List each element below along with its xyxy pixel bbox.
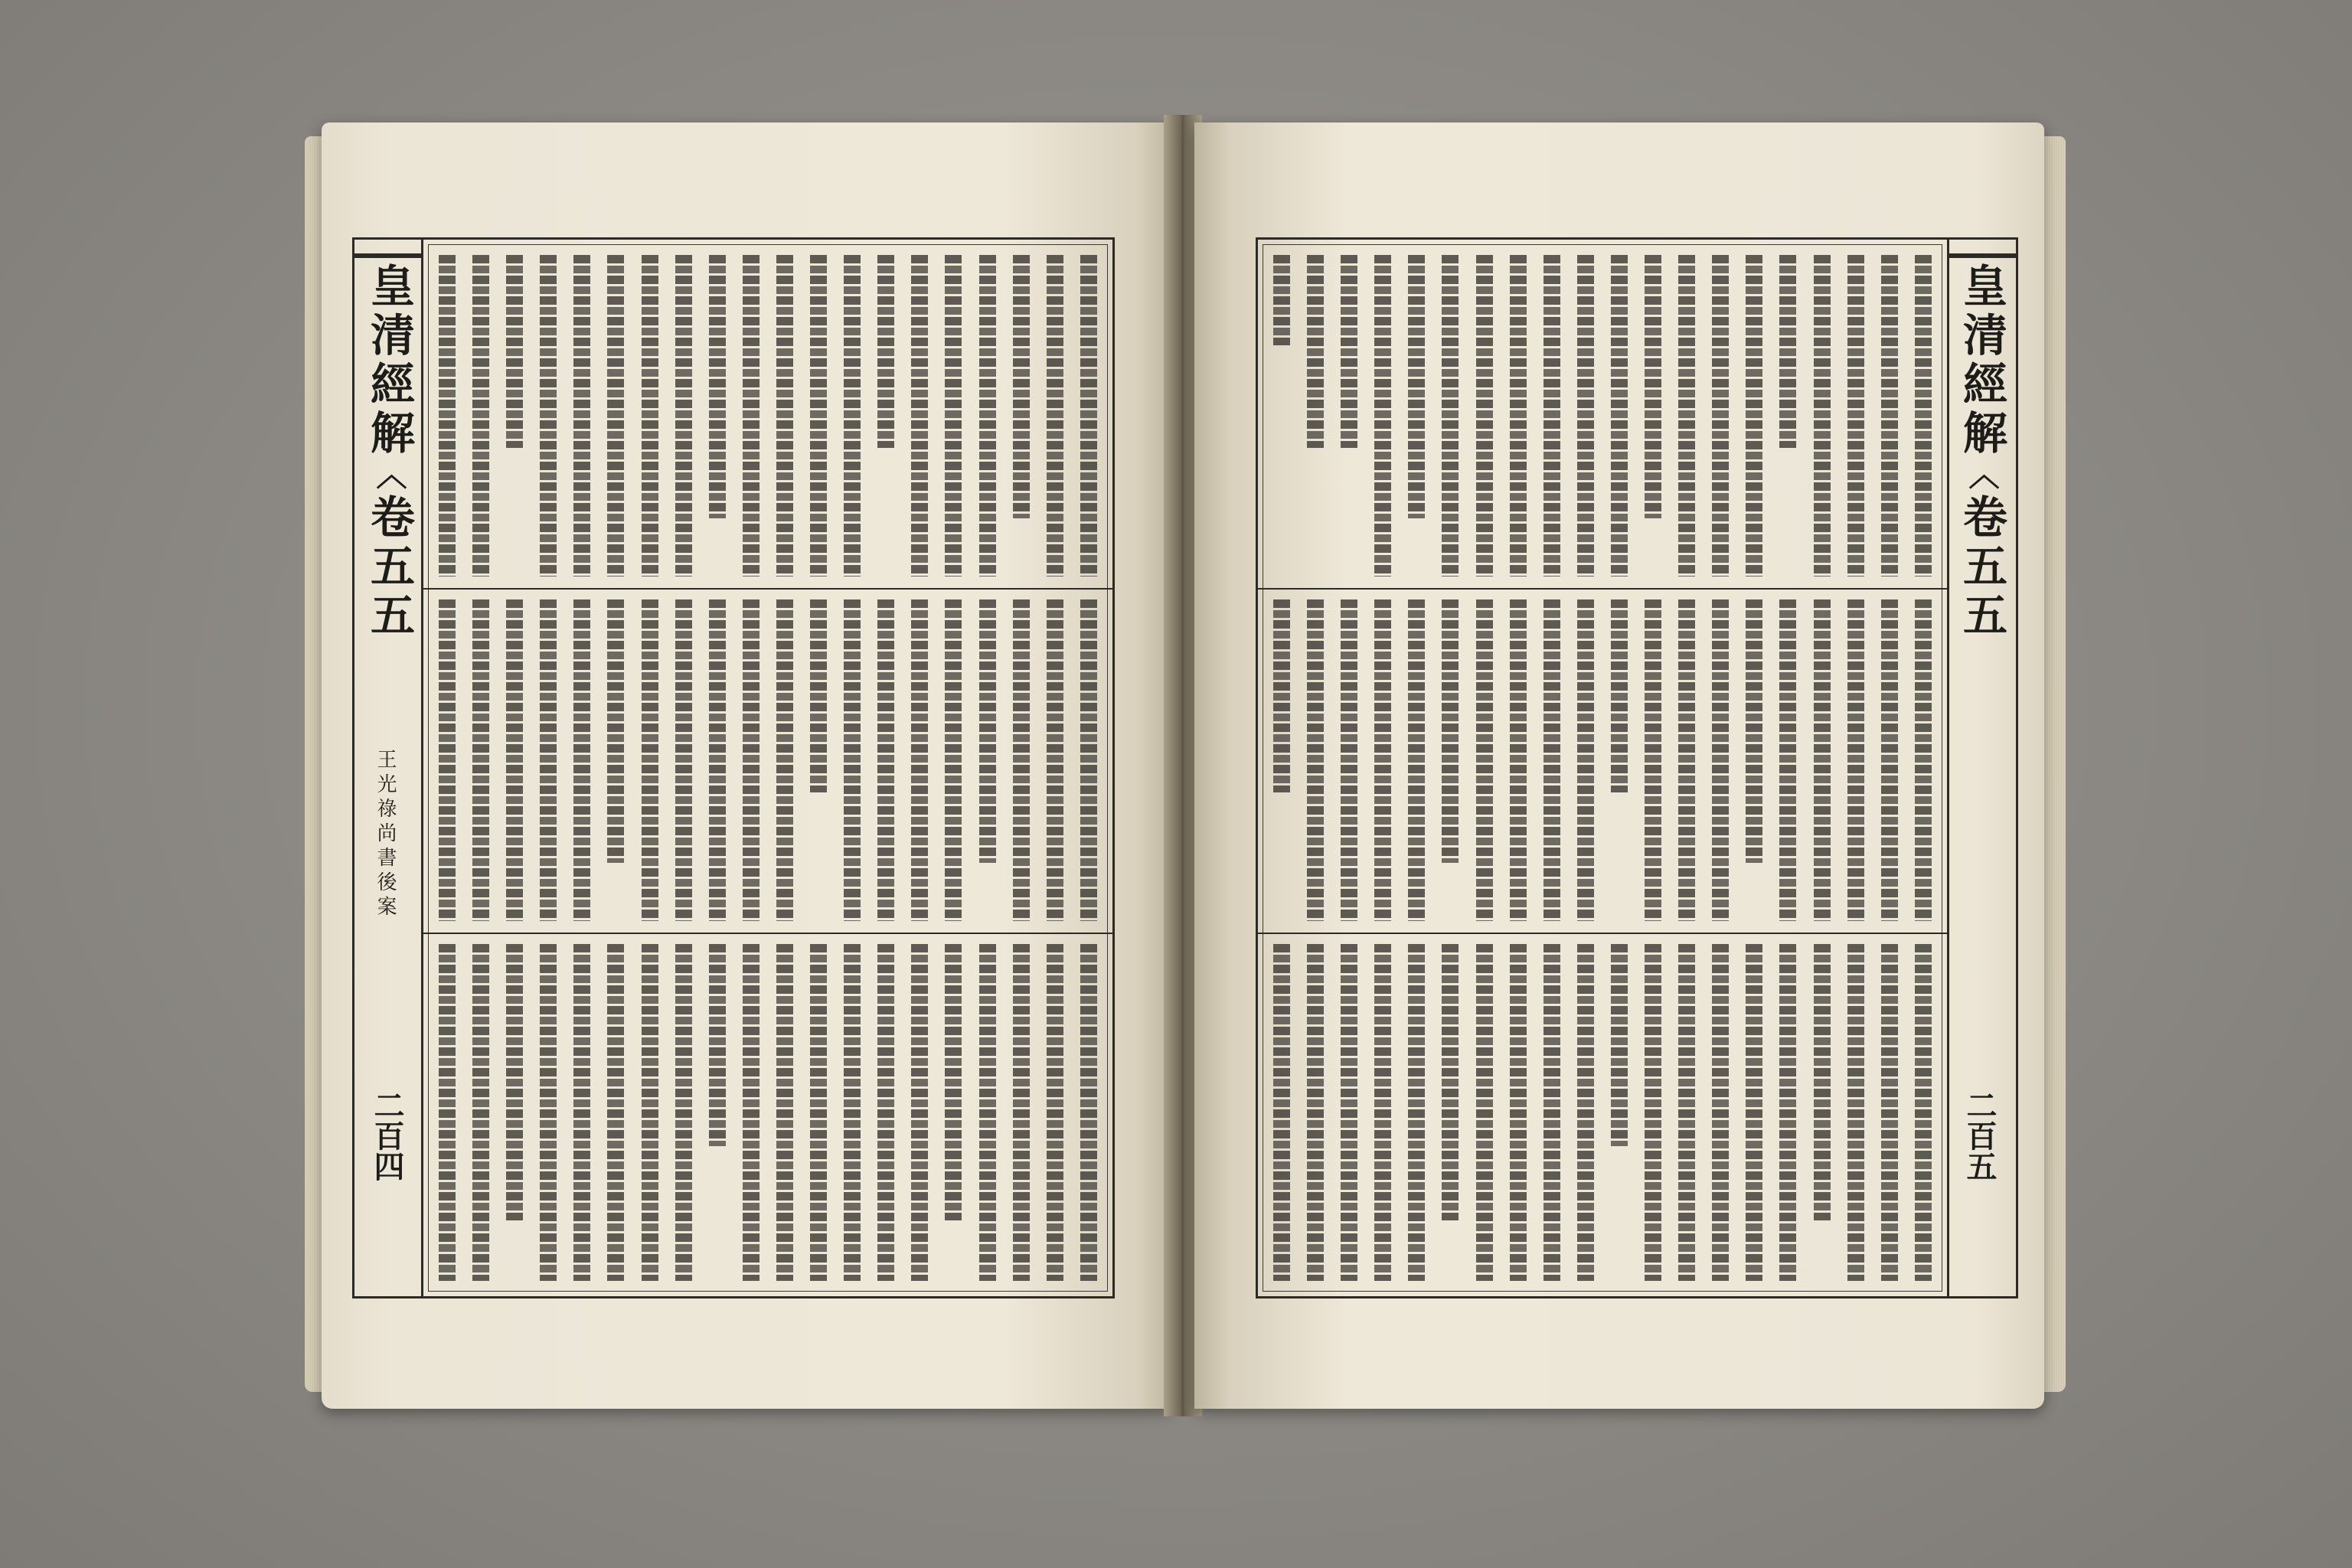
left-title-separator: 〈 xyxy=(371,459,407,494)
text-column xyxy=(642,599,658,921)
text-column xyxy=(1442,255,1459,577)
text-column xyxy=(1013,255,1030,518)
text-column xyxy=(1476,944,1493,1281)
text-column xyxy=(1881,255,1898,577)
text-column xyxy=(776,944,793,1281)
left-volume-number: 卷五五 xyxy=(363,494,415,641)
text-column xyxy=(1779,599,1796,921)
right-text-frame xyxy=(1256,237,1949,1298)
text-column xyxy=(945,255,962,577)
text-column xyxy=(1678,599,1695,921)
text-column xyxy=(1712,599,1729,921)
text-column xyxy=(1341,599,1357,921)
text-column xyxy=(1577,599,1594,921)
tier-divider xyxy=(423,933,1112,934)
text-column xyxy=(979,944,996,1281)
left-lower-columns xyxy=(439,944,1097,1281)
text-column xyxy=(1712,944,1729,1281)
text-column xyxy=(1476,599,1493,921)
text-column xyxy=(439,255,456,577)
text-column xyxy=(1013,944,1030,1281)
text-column xyxy=(1577,944,1594,1281)
text-column xyxy=(1544,255,1560,577)
text-column xyxy=(1510,255,1527,577)
text-column xyxy=(607,255,624,577)
text-column xyxy=(776,599,793,921)
text-column xyxy=(506,599,523,921)
text-column xyxy=(439,599,456,921)
text-column xyxy=(642,255,658,577)
right-title-separator: 〈 xyxy=(1964,459,2000,494)
text-column xyxy=(945,599,962,921)
text-column xyxy=(1814,599,1831,921)
right-page xyxy=(1194,122,2044,1409)
right-tier-upper xyxy=(1266,247,1939,584)
text-column xyxy=(709,599,726,921)
text-column xyxy=(1847,944,1864,1281)
text-column xyxy=(911,599,928,921)
text-column xyxy=(573,599,590,921)
text-column xyxy=(743,255,760,577)
fish-tail-mark xyxy=(354,253,423,258)
text-column xyxy=(1307,944,1324,1281)
text-column xyxy=(675,944,692,1281)
text-column xyxy=(1779,944,1796,1281)
text-column xyxy=(1273,255,1290,345)
right-folio-number: 二百五 xyxy=(1962,1089,1998,1181)
left-tier-middle xyxy=(431,592,1105,929)
tier-divider xyxy=(423,588,1112,590)
text-column xyxy=(1712,255,1729,577)
text-column xyxy=(1544,944,1560,1281)
right-title-text: 皇清經解 xyxy=(1955,263,2007,459)
text-column xyxy=(1611,255,1628,577)
text-column xyxy=(1307,599,1324,921)
text-column xyxy=(439,944,456,1281)
text-column xyxy=(1047,944,1063,1281)
text-column xyxy=(1408,944,1425,1281)
text-column xyxy=(1013,599,1030,921)
text-column xyxy=(1273,944,1290,1281)
left-page-margin-column xyxy=(352,237,423,1298)
tier-divider xyxy=(1258,588,1947,590)
tier-divider xyxy=(1258,933,1947,934)
text-column xyxy=(472,255,489,577)
text-column xyxy=(709,944,726,1146)
text-column xyxy=(472,944,489,1281)
text-column xyxy=(844,255,861,577)
text-column xyxy=(1408,599,1425,921)
text-column xyxy=(1476,255,1493,577)
right-lower-columns xyxy=(1273,944,1932,1281)
text-column xyxy=(1047,255,1063,577)
text-column xyxy=(1847,255,1864,577)
text-column xyxy=(743,599,760,921)
text-column xyxy=(1645,599,1661,921)
right-tier-middle xyxy=(1266,592,1939,929)
text-column xyxy=(1814,255,1831,577)
text-column xyxy=(1544,599,1560,921)
text-column xyxy=(607,944,624,1281)
text-column xyxy=(1080,255,1097,577)
text-column xyxy=(1881,599,1898,921)
text-column xyxy=(573,944,590,1281)
text-column xyxy=(877,255,894,448)
text-column xyxy=(1779,255,1796,448)
text-column xyxy=(1080,599,1097,921)
text-column xyxy=(1881,944,1898,1281)
left-page xyxy=(322,122,1171,1409)
text-column xyxy=(844,599,861,921)
text-column xyxy=(1374,599,1391,921)
text-column xyxy=(506,944,523,1220)
text-column xyxy=(1307,255,1324,448)
text-column xyxy=(506,255,523,448)
text-column xyxy=(1611,944,1628,1146)
text-column xyxy=(1510,944,1527,1281)
text-column xyxy=(1645,944,1661,1281)
left-tier-upper xyxy=(431,247,1105,584)
text-column xyxy=(607,599,624,863)
left-text-frame xyxy=(421,237,1115,1298)
text-column xyxy=(1814,944,1831,1220)
fish-tail-mark xyxy=(1947,253,2016,258)
right-upper-columns xyxy=(1273,255,1932,577)
text-column xyxy=(709,255,726,518)
text-column xyxy=(1915,255,1932,577)
right-middle-columns xyxy=(1273,599,1932,921)
right-page-margin-column xyxy=(1947,237,2018,1298)
text-column xyxy=(877,944,894,1281)
text-column xyxy=(1847,599,1864,921)
text-column xyxy=(1678,944,1695,1281)
left-folio-number: 二百四 xyxy=(369,1089,405,1181)
text-column xyxy=(540,255,557,577)
text-column xyxy=(1510,599,1527,921)
left-upper-columns xyxy=(439,255,1097,577)
text-column xyxy=(472,599,489,921)
text-column xyxy=(1645,255,1661,518)
text-column xyxy=(1611,599,1628,792)
text-column xyxy=(743,944,760,1281)
text-column xyxy=(945,944,962,1220)
text-column xyxy=(1080,944,1097,1281)
right-volume-number: 卷五五 xyxy=(1955,494,2007,641)
text-column xyxy=(1341,944,1357,1281)
text-column xyxy=(844,944,861,1281)
text-column xyxy=(810,944,827,1281)
text-column xyxy=(810,255,827,577)
text-column xyxy=(1273,599,1290,792)
text-column xyxy=(1678,255,1695,577)
text-column xyxy=(911,944,928,1281)
text-column xyxy=(1915,599,1932,921)
right-running-title xyxy=(1955,263,2008,641)
text-column xyxy=(810,599,827,792)
left-author-note: 王光祿尚書後案 xyxy=(374,749,397,920)
text-column xyxy=(540,599,557,921)
left-middle-columns xyxy=(439,599,1097,921)
text-column xyxy=(1746,599,1762,863)
text-column xyxy=(1374,944,1391,1281)
left-title-text: 皇清經解 xyxy=(363,263,415,459)
right-tier-lower xyxy=(1266,936,1939,1289)
text-column xyxy=(1442,599,1459,863)
text-column xyxy=(979,599,996,863)
text-column xyxy=(1746,255,1762,577)
text-column xyxy=(1746,944,1762,1281)
text-column xyxy=(675,599,692,921)
text-column xyxy=(877,599,894,921)
open-book xyxy=(322,100,2067,1447)
text-column xyxy=(1442,944,1459,1220)
text-column xyxy=(911,255,928,577)
text-column xyxy=(776,255,793,577)
text-column xyxy=(1915,944,1932,1281)
text-column xyxy=(979,255,996,577)
left-running-title xyxy=(362,263,416,641)
text-column xyxy=(540,944,557,1281)
left-tier-lower xyxy=(431,936,1105,1289)
text-column xyxy=(1341,255,1357,448)
text-column xyxy=(1047,599,1063,921)
text-column xyxy=(642,944,658,1281)
text-column xyxy=(675,255,692,577)
text-column xyxy=(573,255,590,577)
text-column xyxy=(1577,255,1594,577)
text-column xyxy=(1374,255,1391,577)
text-column xyxy=(1408,255,1425,518)
